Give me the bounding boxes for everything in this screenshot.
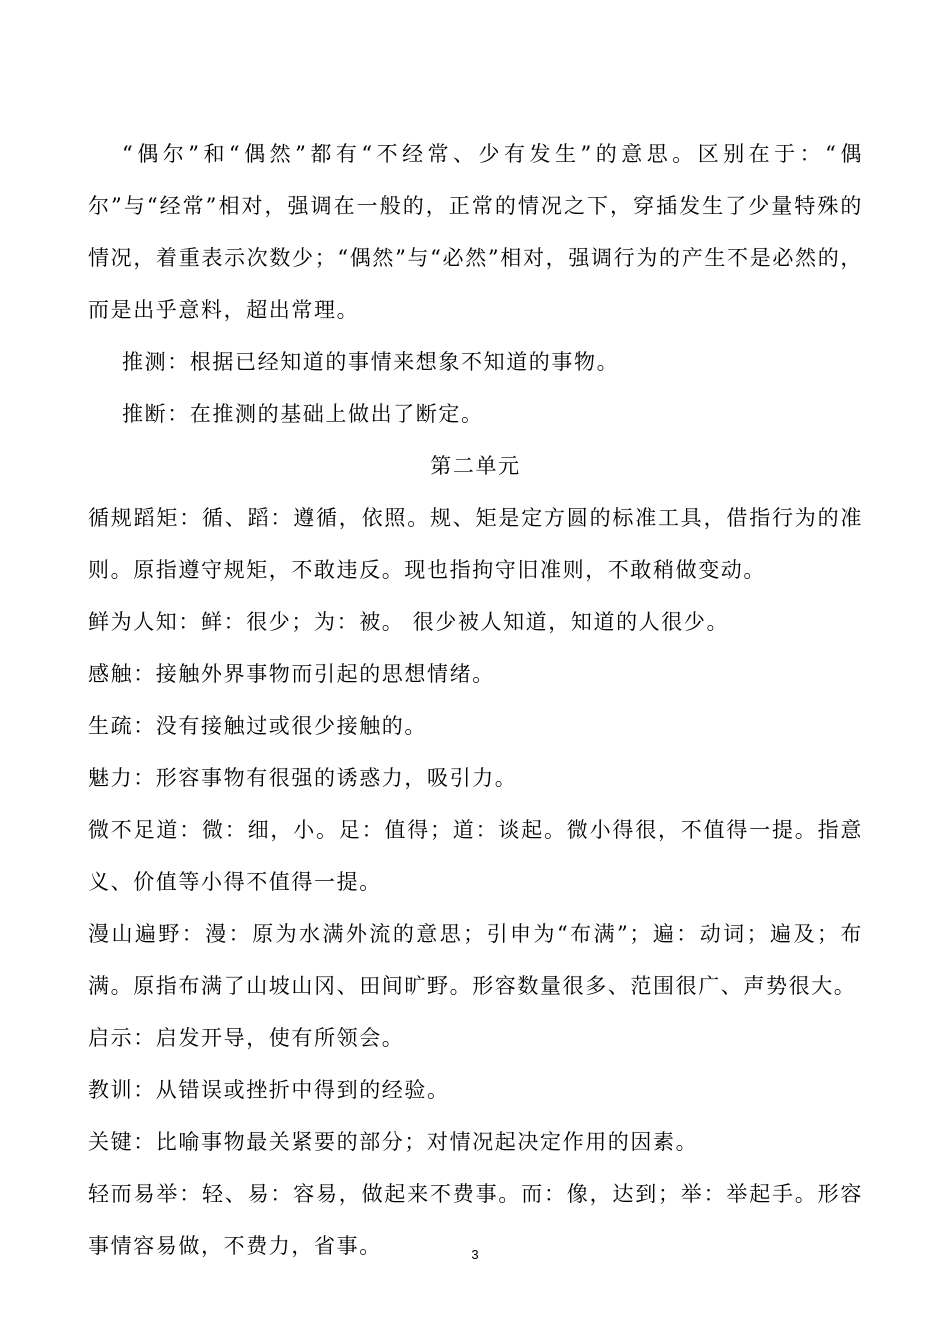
entry-xunguidaoju: 循规蹈矩：循、蹈：遵循，依照。规、矩是定方圆的标准工具，借指行为的准则。原指遵守规矩，不敢违反。现也指拘守旧准则，不敢稍做变动。 [88, 506, 863, 582]
entry-weibuzudao: 微不足道：微：细，小。足：值得；道：谈起。微小得很，不值得一提。指意义、价值等小得不值得一提。 [88, 818, 863, 894]
entry-ganchu: 感触：接触外界事物而引起的思想情绪。 [88, 662, 495, 686]
paragraph-tuice: 推测：根据已经知道的事情来想象不知道的事物。 [122, 350, 620, 374]
entry-qingeryiju: 轻而易举：轻、易：容易，做起来不费事。而：像，达到；举：举起手。形容事情容易做，不费力，省事。 [88, 1182, 863, 1258]
entry-xianweirenzhi: 鲜为人知：鲜：很少；为：被。 很少被人知道，知道的人很少。 [88, 610, 730, 634]
document-body [88, 128, 863, 1272]
entry-guanjian: 关键：比喻事物最关紧要的部分；对情况起决定作用的因素。 [88, 1130, 699, 1154]
section-heading: 第二单元 [430, 454, 521, 478]
entry-jiaoxun: 教训：从错误或挫折中得到的经验。 [88, 1078, 450, 1102]
entry-shengshu: 生疏：没有接触过或很少接触的。 [88, 714, 427, 738]
entry-manshanbianye: 漫山遍野：漫：原为水满外流的意思；引申为“布满”；遍：动词；遍及；布满。原指布满了山坡山冈、田间旷野。形容数量很多、范围很广、声势很大。 [88, 922, 863, 998]
entry-qishi: 启示：启发开导，使有所领会。 [88, 1026, 405, 1050]
page-number: 3 [471, 1247, 479, 1262]
entry-meili: 魅力：形容事物有很强的诱惑力，吸引力。 [88, 766, 518, 790]
paragraph-tuiduan: 推断：在推测的基础上做出了断定。 [122, 402, 484, 426]
paragraph-ouer-ouran: “偶尔”和“偶然”都有“不经常、少有发生”的意思。区别在于：“偶尔”与“经常”相对，强调在一般的，正常的情况之下，穿插发生了少量特殊的情况，着重表示次数少；“偶然”与“必然”相对，强调行为的产生不是必然的，而是出乎意料，超出常理。 [88, 142, 863, 322]
